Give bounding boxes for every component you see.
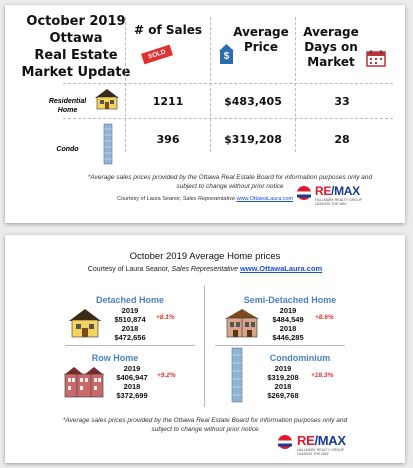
days-value-condo: 28 (334, 133, 350, 146)
condominium-prices: 2019 $319,208 2018 $269,768 (267, 364, 299, 400)
detached-house-icon (67, 307, 103, 339)
row-home-icon (63, 365, 105, 399)
sales-header: # of Sales (133, 23, 202, 37)
courtesy-line: Courtesy of Laura Seanor, Sales Representative www.OttawaLaura.com (87, 264, 323, 273)
detached-title: Detached Home (95, 295, 165, 305)
detached-prices: 2019 $510,874 2018 $472,656 (114, 306, 146, 342)
remax-logo: RE/MAX HALLMARK REALTY GROUP LEADING THE WAY (297, 433, 346, 456)
balloon-logo-icon (296, 186, 312, 202)
website-link[interactable]: www.OttawaLaura.com (239, 264, 323, 273)
sold-tag: SOLD (141, 45, 173, 65)
semi-detached-change: +8.6% (315, 314, 334, 321)
balloon-logo-icon (277, 435, 293, 451)
card-title: October 2019 Average Home prices (129, 251, 281, 262)
price-value-condo: $319,208 (224, 133, 282, 146)
condominium-title: Condominium (269, 353, 331, 363)
disclaimer: *Average sales prices provided by the Ottawa Real Estate Board for information purposes only and subject to change without prior notice (87, 174, 373, 190)
semi-detached-house-icon (223, 307, 261, 339)
market-update-card (5, 5, 405, 223)
price-value-residential: $483,405 (224, 95, 282, 108)
price-header: Average Price (233, 25, 289, 54)
row-home-title: Row Home (91, 353, 139, 363)
courtesy-line: Courtesy of Laura Seanor, Sales Representative www.OttawaLaura.com (117, 196, 294, 202)
average-home-prices-card (5, 235, 405, 463)
website-link[interactable]: www.OttawaLaura.com (236, 196, 294, 202)
row-label-condo: Condo (56, 146, 79, 153)
disclaimer: *Average sales prices provided by the Ottawa Real Estate Board for information purposes only and subject to change without prior notice (62, 417, 348, 433)
detached-change: +8.1% (156, 314, 175, 321)
calendar-icon (366, 49, 386, 67)
remax-logo: RE/MAX HALLMARK REALTY GROUP LEADING THE WAY (315, 184, 362, 206)
house-icon (93, 87, 121, 111)
row-label-residential: Residential Home (48, 98, 87, 114)
sales-value-condo: 396 (156, 133, 180, 146)
condominium-tower-icon (231, 347, 243, 403)
row-home-prices: 2019 $406,947 2018 $372,699 (116, 364, 148, 400)
condo-tower-icon (103, 123, 113, 165)
semi-detached-prices: 2019 $484,549 2018 $446,285 (272, 306, 304, 342)
row-home-change: +9.2% (157, 372, 176, 379)
sales-value-residential: 1211 (152, 95, 184, 108)
house-dollar-icon: $ (218, 43, 235, 65)
semi-detached-title: Semi-Detached Home (243, 295, 337, 305)
days-header: Average Days on Market (303, 25, 359, 69)
card-title: October 2019 Ottawa Real Estate Market Update (21, 14, 131, 80)
days-value-residential: 33 (334, 95, 350, 108)
condominium-change: +18.3% (311, 372, 334, 379)
